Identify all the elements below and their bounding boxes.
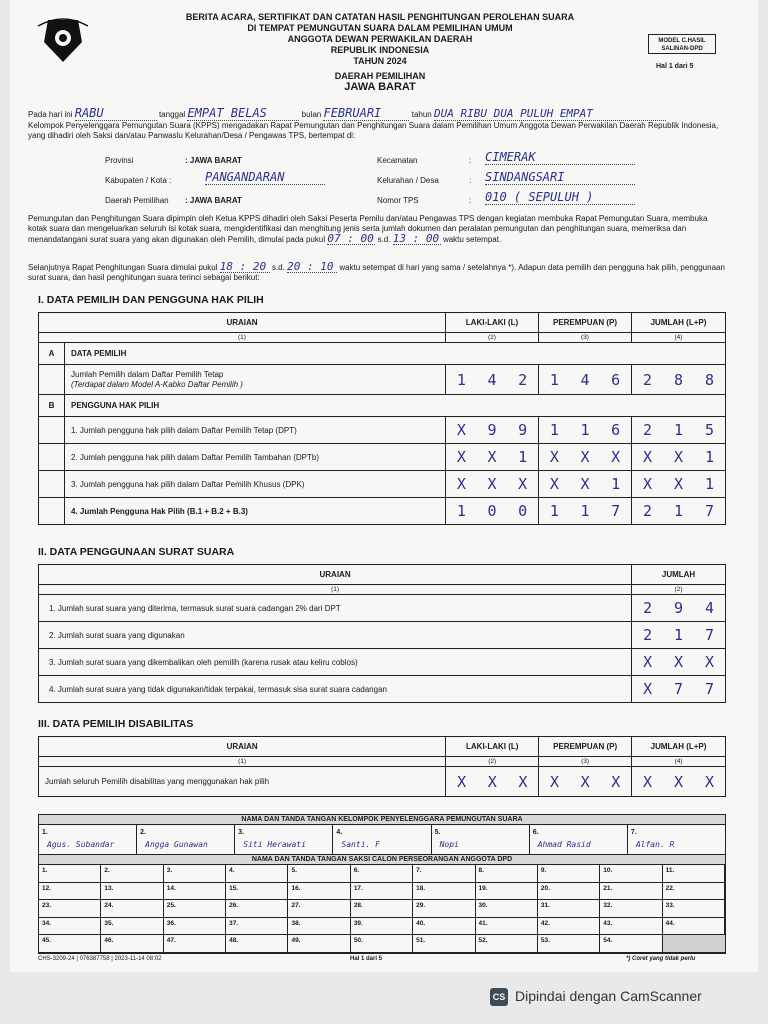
saksi-cell <box>476 900 538 918</box>
saksi-number: 39. <box>353 919 363 927</box>
digit-cell: X <box>673 448 684 466</box>
saksi-cell <box>101 865 163 883</box>
digit-cell: X <box>456 475 466 493</box>
kpps-number: 3. <box>238 829 245 836</box>
kpps-name: Ahmad Rasid <box>537 840 591 849</box>
saksi-number: 6. <box>353 867 360 874</box>
col-number: (1) <box>39 585 632 595</box>
saksi-number: 54. <box>603 937 613 945</box>
digit-cell: X <box>673 475 684 493</box>
saksi-number: 30. <box>478 902 488 910</box>
saksi-cell <box>101 935 163 953</box>
col-number: (4) <box>632 757 726 767</box>
title-line: DI TEMPAT PEMUNGUTAN SUARA DALAM PEMILIHAN UMUM <box>247 23 513 33</box>
saksi-cell <box>600 918 662 936</box>
digit-cell: 2 <box>642 502 653 520</box>
saksi-number: 48. <box>229 937 239 945</box>
label: Selanjutnya Rapat Penghitungan Suara dimulai pukul <box>28 263 218 272</box>
kabupaten-value: PANGANDARAN <box>205 170 325 185</box>
kpps-number: 1. <box>42 829 48 836</box>
kpps-signature-cell <box>333 825 431 854</box>
col-number: (2) <box>446 757 539 767</box>
saksi-cell <box>288 918 350 936</box>
digit-cell: X <box>643 680 653 698</box>
row-label <box>65 365 446 395</box>
model-badge <box>648 34 716 54</box>
row-label-line: Jumlah Pemilih dalam Daftar Pemilih Tetap <box>71 369 224 379</box>
digit-cell: X <box>643 653 653 671</box>
digit-cell: 1 <box>549 370 559 389</box>
digit-cell: 1 <box>549 502 559 520</box>
saksi-number: 33. <box>665 902 675 910</box>
saksi-cell <box>39 935 101 953</box>
saksi-cell <box>663 900 725 918</box>
col-header: JUMLAH <box>632 565 726 585</box>
digit-cell: 1 <box>611 475 621 493</box>
digit-cell: 4 <box>580 370 590 389</box>
saksi-number: 7. <box>416 867 422 874</box>
kpps-signature-row <box>39 825 725 855</box>
saksi-cell <box>39 900 101 918</box>
digit-cell: 0 <box>518 502 528 520</box>
saksi-number: 45. <box>42 937 52 945</box>
saksi-number: 18. <box>416 884 426 892</box>
document-title <box>160 12 600 93</box>
digit-cell: 2 <box>518 370 528 389</box>
camscanner-icon: CS <box>490 988 508 1006</box>
kpps-name: Siti Herawati <box>243 840 306 849</box>
digit-cell: 8 <box>704 370 715 389</box>
saksi-cell <box>101 900 163 918</box>
label: Kecamatan <box>377 156 418 165</box>
row-letter: B <box>39 395 65 417</box>
saksi-cell <box>538 865 600 883</box>
saksi-number: 13. <box>104 884 114 892</box>
opening-line <box>28 106 666 121</box>
section-1-table <box>38 312 726 525</box>
saksi-cell <box>413 935 475 953</box>
title-line: TAHUN 2024 <box>353 56 407 66</box>
scanner-watermark <box>0 972 768 1024</box>
col-number: (3) <box>539 333 632 343</box>
saksi-cell <box>351 918 413 936</box>
saksi-number: 10. <box>603 867 613 874</box>
title-line: REPUBLIK INDONESIA <box>330 45 430 55</box>
saksi-cell <box>39 883 101 901</box>
label: Pada hari ini <box>28 110 73 119</box>
saksi-number: 20. <box>540 884 550 892</box>
saksi-number: 42. <box>540 919 550 927</box>
saksi-number: 3. <box>166 867 173 874</box>
label: s.d. <box>377 235 391 244</box>
saksi-cell <box>164 918 226 936</box>
label: tanggal <box>158 110 186 119</box>
col-header: URAIAN <box>39 313 446 333</box>
label: s.d. <box>271 263 285 272</box>
saksi-number: 32. <box>603 902 613 910</box>
saksi-number: 23. <box>42 902 52 910</box>
kpps-name: Angga Gunawan <box>145 840 208 849</box>
kpps-signature-cell <box>628 825 725 854</box>
saksi-cell <box>476 918 538 936</box>
digit-cell: X <box>456 421 466 439</box>
row-label: 4. Jumlah Pengguna Hak Pilih (B.1 + B.2 + B.3) <box>65 498 446 525</box>
label: bulan <box>301 110 322 119</box>
digit-cell: 5 <box>704 421 715 439</box>
footer-page: Hal 1 dari 5 <box>350 956 383 962</box>
document-page <box>10 0 758 972</box>
digit-cell: 6 <box>611 370 621 389</box>
digit-cell: 1 <box>518 448 528 466</box>
saksi-number: 28. <box>353 902 363 910</box>
digit-cell: X <box>487 475 497 493</box>
kpps-number: 2. <box>140 829 146 836</box>
section-2-table <box>38 564 726 703</box>
opening-paragraph: Kelompok Penyelenggara Pemungutan Suara (KPPS) mengadakan Rapat Pemungutan dan Penghitungan Suara dalam Pemilihan Umum Anggota Dewan Perwakilan Daerah Republik Indonesia, yang dihadiri oleh Saksi dan/atau Panwaslu Kelurahan/Desa / Pengawas TPS, bertempat di: <box>28 121 719 140</box>
digit-cell: X <box>549 475 559 493</box>
saksi-cell <box>538 935 600 953</box>
saksi-number: 51. <box>416 937 426 945</box>
saksi-number: 4. <box>229 867 235 874</box>
saksi-cell <box>663 918 725 936</box>
saksi-number: 46. <box>104 937 114 945</box>
digit-cell: X <box>611 772 621 791</box>
saksi-cell <box>538 900 600 918</box>
saksi-cell <box>663 865 725 883</box>
saksi-number: 27. <box>291 902 301 910</box>
saksi-number: 52. <box>478 937 488 945</box>
footer-code: CHS-3209-24 | 076387758 | 2023-11-14 08:02 <box>38 956 162 962</box>
section-3-title: III. DATA PEMILIH DISABILITAS <box>38 718 194 730</box>
digit-cell: X <box>674 653 684 671</box>
saksi-cell <box>476 865 538 883</box>
col-number: (2) <box>446 333 539 343</box>
digit-cell: 9 <box>674 599 684 617</box>
digit-cell: X <box>705 653 715 671</box>
digit-cell: 7 <box>611 502 621 520</box>
section-2-title: II. DATA PENGGUNAAN SURAT SUARA <box>38 546 235 558</box>
kelurahan-value: SINDANGSARI <box>485 170 635 185</box>
saksi-number: 25. <box>166 902 176 910</box>
digit-cell: 7 <box>674 680 684 698</box>
digit-cell: 0 <box>487 502 497 520</box>
saksi-cell <box>351 900 413 918</box>
label: tahun <box>411 110 432 119</box>
kpps-name: Nopi <box>439 840 459 849</box>
saksi-number: 31. <box>540 902 550 910</box>
saksi-cell <box>226 883 288 901</box>
digit-cell: X <box>611 448 621 466</box>
row-label: 2. Jumlah pengguna hak pilih dalam Daftar Pemilih Tambahan (DPTb) <box>65 444 446 471</box>
signature-block <box>38 814 726 954</box>
kpps-name: Agus. Subandar <box>47 840 115 849</box>
row-letter: A <box>39 343 65 365</box>
col-header: LAKI-LAKI (L) <box>446 737 539 757</box>
daerah-value: JAWA BARAT <box>344 81 416 93</box>
saksi-cell <box>288 865 350 883</box>
digit-cell: 7 <box>705 626 715 644</box>
digit-cell: X <box>456 448 466 466</box>
digit-cell: 4 <box>487 370 497 389</box>
kpps-name: Alfan. R <box>635 840 675 849</box>
digit-cell: 1 <box>580 502 590 520</box>
digit-cell: 8 <box>673 370 684 389</box>
digit-cell: 2 <box>643 626 653 644</box>
digit-cell: X <box>549 772 559 791</box>
col-header: PEREMPUAN (P) <box>539 313 632 333</box>
saksi-cell <box>164 883 226 901</box>
saksi-title: NAMA DAN TANDA TANGAN SAKSI CALON PERSEORANGAN ANGGOTA DPD <box>39 855 725 865</box>
kpps-number: 4. <box>336 829 343 836</box>
saksi-cell <box>600 883 662 901</box>
saksi-number: 17. <box>353 884 363 892</box>
saksi-cell <box>600 900 662 918</box>
saksi-cell <box>413 865 475 883</box>
saksi-number: 11. <box>665 867 675 874</box>
digit-cell: X <box>674 772 684 791</box>
saksi-number: 38. <box>291 919 301 927</box>
digit-cell: X <box>642 448 653 466</box>
proceedings-paragraph <box>28 214 728 245</box>
saksi-number: 19. <box>478 884 488 892</box>
digit-cell: X <box>704 772 715 791</box>
digit-cell: 1 <box>673 421 684 439</box>
row-label: 1. Jumlah pengguna hak pilih dalam Daftar Pemilih Tetap (DPT) <box>65 417 446 444</box>
saksi-cell <box>226 865 288 883</box>
saksi-number: 24. <box>104 902 114 910</box>
label: Provinsi <box>105 156 134 165</box>
saksi-cell <box>164 935 226 953</box>
digit-cell: X <box>580 475 590 493</box>
col-header: PEREMPUAN (P) <box>539 737 632 757</box>
saksi-cell <box>288 883 350 901</box>
dapil-value: : JAWA BARAT <box>185 196 242 205</box>
digit-cell: 9 <box>518 421 528 439</box>
saksi-number: 2. <box>104 867 110 874</box>
digit-cell: 1 <box>704 448 715 466</box>
model-line: SALINAN-DPD <box>661 46 703 52</box>
row-label-line: (Terdapat dalam Model A-Kabko Daftar Pemilih ) <box>71 379 243 389</box>
saksi-cell <box>351 865 413 883</box>
saksi-cell <box>538 883 600 901</box>
saksi-number: 41. <box>478 919 488 927</box>
digit-cell: 1 <box>704 475 715 493</box>
row-label: 2. Jumlah surat suara yang digunakan <box>39 622 632 649</box>
end-time: 13 : 00 <box>392 232 440 245</box>
digit-cell: 7 <box>705 680 715 698</box>
kpps-number: 7. <box>630 829 637 836</box>
saksi-cell <box>101 918 163 936</box>
digit-cell: X <box>580 772 590 791</box>
saksi-number: 16. <box>291 884 301 892</box>
title-line: ANGGOTA DEWAN PERWAKILAN DAERAH <box>287 34 473 44</box>
start-time: 07 : 00 <box>327 232 374 245</box>
saksi-number: 43. <box>603 919 613 927</box>
saksi-number: 44. <box>665 919 675 927</box>
digit-cell: 1 <box>456 502 466 520</box>
saksi-number: 26. <box>229 902 239 910</box>
digit-cell: X <box>487 448 497 466</box>
saksi-cell <box>226 935 288 953</box>
model-line: MODEL C.HASIL <box>658 38 706 44</box>
kpps-name: Santi. F <box>341 840 380 849</box>
kpps-signature-cell <box>137 825 235 854</box>
saksi-cell <box>39 865 101 883</box>
row-label: 1. Jumlah surat suara yang diterima, termasuk surat suara cadangan 2% dari DPT <box>39 595 632 622</box>
saksi-number: 12. <box>42 884 52 892</box>
tanggal-value: EMPAT BELAS <box>187 106 299 121</box>
saksi-number: 37. <box>229 919 239 927</box>
col-header: URAIAN <box>39 737 446 757</box>
kpps-title: NAMA DAN TANDA TANGAN KELOMPOK PENYELENGGARA PEMUNGUTAN SUARA <box>39 815 725 825</box>
bulan-value: FEBRUARI <box>323 106 409 121</box>
digit-cell: 4 <box>705 599 715 617</box>
label: Nomor TPS <box>377 196 419 205</box>
digit-cell: X <box>457 772 467 791</box>
col-number: (4) <box>632 333 726 343</box>
saksi-cell <box>288 900 350 918</box>
digit-cell: X <box>580 448 590 466</box>
saksi-number: 1. <box>42 867 48 874</box>
saksi-cell <box>288 935 350 953</box>
digit-cell: 2 <box>642 370 653 389</box>
digit-cell: 7 <box>704 502 715 520</box>
location-block: Provinsi : JAWA BARAT Kabupaten / Kota : PANGANDARAN Daerah Pemilihan : JAWA BARAT Kecamatan : CIMERAK Kelurahan / Desa : SINDANGSARI Nomor TPS : 010 ( SEPULUH ) <box>105 150 725 210</box>
saksi-cell <box>226 918 288 936</box>
saksi-number: 8. <box>478 867 484 874</box>
rapat-end-time: 20 : 10 <box>287 262 337 273</box>
saksi-number: 53. <box>540 937 550 945</box>
digit-cell: X <box>549 448 559 466</box>
provinsi-value: : JAWA BARAT <box>185 156 242 165</box>
digit-cell: 6 <box>611 421 621 439</box>
saksi-number: 15. <box>229 884 239 892</box>
saksi-cell <box>413 900 475 918</box>
label: Daerah Pemilihan <box>105 196 169 205</box>
label: Kabupaten / Kota : <box>105 176 172 185</box>
row-label: 3. Jumlah surat suara yang dikembalikan oleh pemilih (karena rusak atau keliru coblos) <box>39 649 632 676</box>
digit-cell: X <box>643 772 653 791</box>
saksi-number: 34. <box>42 919 52 927</box>
camscanner-text: Dipindai dengan CamScanner <box>515 988 702 1004</box>
col-header: JUMLAH (L+P) <box>632 313 726 333</box>
col-number: (3) <box>539 757 632 767</box>
digit-cell: X <box>518 772 528 791</box>
page-indicator: Hal 1 dari 5 <box>656 63 694 70</box>
section-1-title: I. DATA PEMILIH DAN PENGGUNA HAK PILIH <box>38 294 264 306</box>
saksi-number: 29. <box>416 902 426 910</box>
saksi-empty-cell <box>663 935 725 953</box>
rapat-paragraph <box>28 262 728 283</box>
rapat-start-time: 18 : 20 <box>220 262 270 273</box>
kpps-number: 6. <box>532 829 539 836</box>
saksi-cell <box>476 935 538 953</box>
saksi-number: 35. <box>104 919 114 927</box>
row-label: 4. Jumlah surat suara yang tidak digunakan/tidak terpakai, termasuk sisa surat suara cadangan <box>39 676 632 703</box>
col-number: (1) <box>39 757 446 767</box>
saksi-cell <box>164 900 226 918</box>
saksi-number: 21. <box>603 884 613 892</box>
tahun-value: DUA RIBU DUA PULUH EMPAT <box>434 107 666 121</box>
saksi-number: 22. <box>665 884 675 892</box>
row-title: PENGGUNA HAK PILIH <box>65 395 726 417</box>
saksi-cell <box>39 918 101 936</box>
digit-cell: 9 <box>487 421 497 439</box>
saksi-cell <box>164 865 226 883</box>
digit-cell: 1 <box>674 626 684 644</box>
saksi-number: 40. <box>416 919 426 927</box>
saksi-number: 47. <box>166 937 176 945</box>
saksi-number: 50. <box>353 937 363 945</box>
saksi-grid <box>39 865 725 953</box>
digit-cell: 1 <box>456 370 466 389</box>
saksi-cell <box>351 935 413 953</box>
kpu-logo <box>34 12 92 74</box>
digit-cell: X <box>518 475 528 493</box>
row-title: DATA PEMILIH <box>65 343 726 365</box>
saksi-cell <box>226 900 288 918</box>
digit-cell: 2 <box>643 599 653 617</box>
col-header: LAKI-LAKI (L) <box>446 313 539 333</box>
saksi-cell <box>663 883 725 901</box>
row-label: 3. Jumlah pengguna hak pilih dalam Daftar Pemilih Khusus (DPK) <box>65 471 446 498</box>
kpps-number: 5. <box>434 829 441 836</box>
row-label: Jumlah seluruh Pemilih disabilitas yang menggunakan hak pilih <box>39 767 446 797</box>
digit-cell: 2 <box>642 421 653 439</box>
digit-cell: 1 <box>549 421 559 439</box>
saksi-cell <box>538 918 600 936</box>
col-header: JUMLAH (L+P) <box>632 737 726 757</box>
saksi-number: 49. <box>291 937 301 945</box>
col-number: (1) <box>39 333 446 343</box>
saksi-cell <box>351 883 413 901</box>
saksi-number: 5. <box>291 867 297 874</box>
kpps-signature-cell <box>39 825 137 854</box>
tps-value: 010 ( SEPULUH ) <box>485 190 635 205</box>
daerah-label: DAERAH PEMILIHAN <box>334 71 426 81</box>
saksi-number: 36. <box>166 919 176 927</box>
col-number: (2) <box>632 585 726 595</box>
saksi-cell <box>413 918 475 936</box>
saksi-cell <box>476 883 538 901</box>
digit-cell: X <box>487 772 497 791</box>
digit-cell: X <box>642 475 653 493</box>
label: Kelurahan / Desa <box>377 176 439 185</box>
saksi-cell <box>413 883 475 901</box>
label: waktu setempat. <box>442 235 502 244</box>
kpps-signature-cell <box>235 825 333 854</box>
digit-cell: 1 <box>580 421 590 439</box>
saksi-number: 14. <box>166 884 176 892</box>
saksi-cell <box>600 935 662 953</box>
section-3-table <box>38 736 726 797</box>
saksi-number: 9. <box>540 867 547 874</box>
digit-cell: 1 <box>673 502 684 520</box>
saksi-cell <box>600 865 662 883</box>
kpps-signature-cell <box>432 825 530 854</box>
title-line: BERITA ACARA, SERTIFIKAT DAN CATATAN HASIL PENGHITUNGAN PEROLEHAN SUARA <box>185 12 575 22</box>
proceedings-text: Pemungutan dan Penghitungan Suara dipimpin oleh Ketua KPPS dihadiri oleh Saksi Peserta Pemilu dan/atau Pengawas TPS dengan kegiatan membuka Rapat Pemungutan Suara, membuka kotak suara dan mengeluarkan seluruh isi kotak suara, mengidentifikasi dan menghitung jenis serta jumlah dokumen dan peralatan pemungutan dan penghitungan suara, memeriksa dan menandatangani surat suara yang akan digunakan oleh Pemilih, dimulai pada pukul <box>28 214 708 244</box>
footer-note: *) Coret yang tidak perlu <box>626 956 696 962</box>
hari-value: RABU <box>75 106 157 121</box>
kpps-signature-cell <box>530 825 628 854</box>
kecamatan-value: CIMERAK <box>485 150 635 165</box>
label: waktu setempat di hari yang sama / setelahnya *). Adapun data pemilih dan pengguna hak pilih, penggunaan surat suara, dan hasil penghitungan suara terinci sebagai berikut: <box>28 263 725 282</box>
col-header: URAIAN <box>39 565 632 585</box>
saksi-cell <box>101 883 163 901</box>
